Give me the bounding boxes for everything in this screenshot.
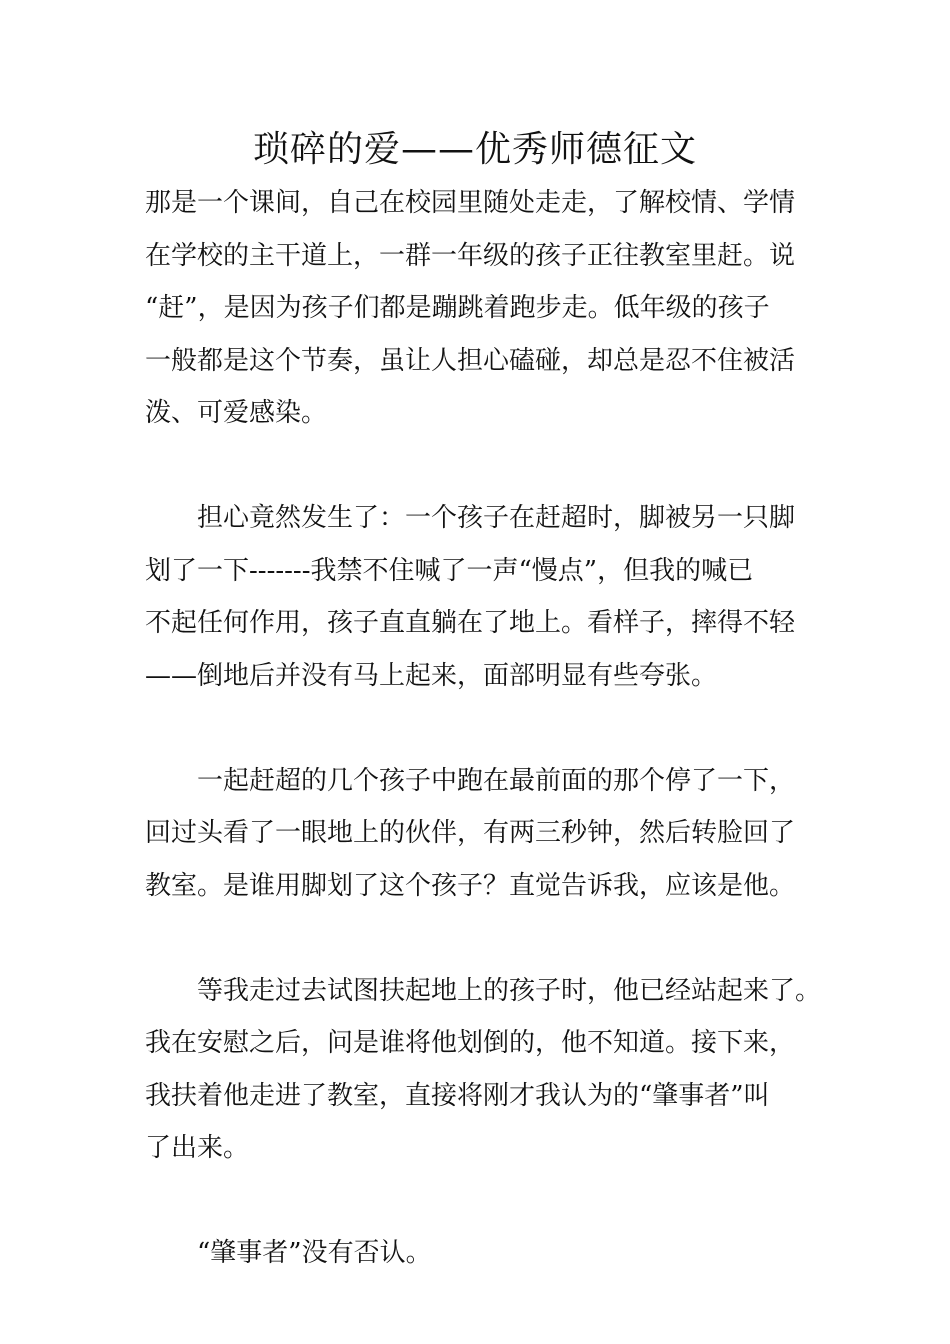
body-line-9: 不起任何作用，孩子直直躺在了地上。看样子，摔得不轻 [145,608,796,638]
body-line-19: 了出来。 [145,1133,250,1163]
paragraph-gap [145,1175,825,1228]
body-line-5: 泼、可爱感染。 [145,398,328,428]
body-line-8: 划了一下-------我禁不住喊了一声“慢点”，但我的喊已 [145,555,754,586]
document-title: 琐碎的爱——优秀师德征文 [252,129,697,170]
document-body [145,177,825,1280]
body-line-2: 在学校的主干道上，一群一年级的孩子正往教室里赶。说 [145,240,796,271]
body-line-10: ——倒地后并没有马上起来，面部明显有些夸张。 [145,660,718,691]
paragraph-gap [145,702,825,755]
body-line-1: 那是一个课间，自己在校园里随处走走，了解校情、学情 [145,188,796,218]
paragraph-gap [145,912,825,965]
body-line-14: 教室。是谁用脚划了这个孩子？直觉告诉我，应该是他。 [145,870,796,901]
body-line-21: “肇事者”没有否认。 [145,1238,432,1268]
body-line-4: 一般都是这个节奏，虽让人担心磕碰，却总是忍不住被活 [145,345,796,376]
body-line-7: 担心竟然发生了：一个孩子在赶超时，脚被另一只脚 [145,503,796,533]
body-line-16: 等我走过去试图扶起地上的孩子时，他已经站起来了。 [145,975,822,1006]
paragraph-gap [145,440,825,493]
body-line-12: 一起赶超的几个孩子中跑在最前面的那个停了一下， [145,765,796,796]
body-line-13: 回过头看了一眼地上的伙伴，有两三秒钟，然后转脸回了 [145,818,796,848]
body-line-18: 我扶着他走进了教室，直接将刚才我认为的“肇事者”叫 [145,1080,770,1111]
body-line-3: “赶”，是因为孩子们都是蹦跳着跑步走。低年级的孩子 [145,293,770,323]
body-line-17: 我在安慰之后，问是谁将他划倒的，他不知道。接下来， [145,1028,796,1058]
